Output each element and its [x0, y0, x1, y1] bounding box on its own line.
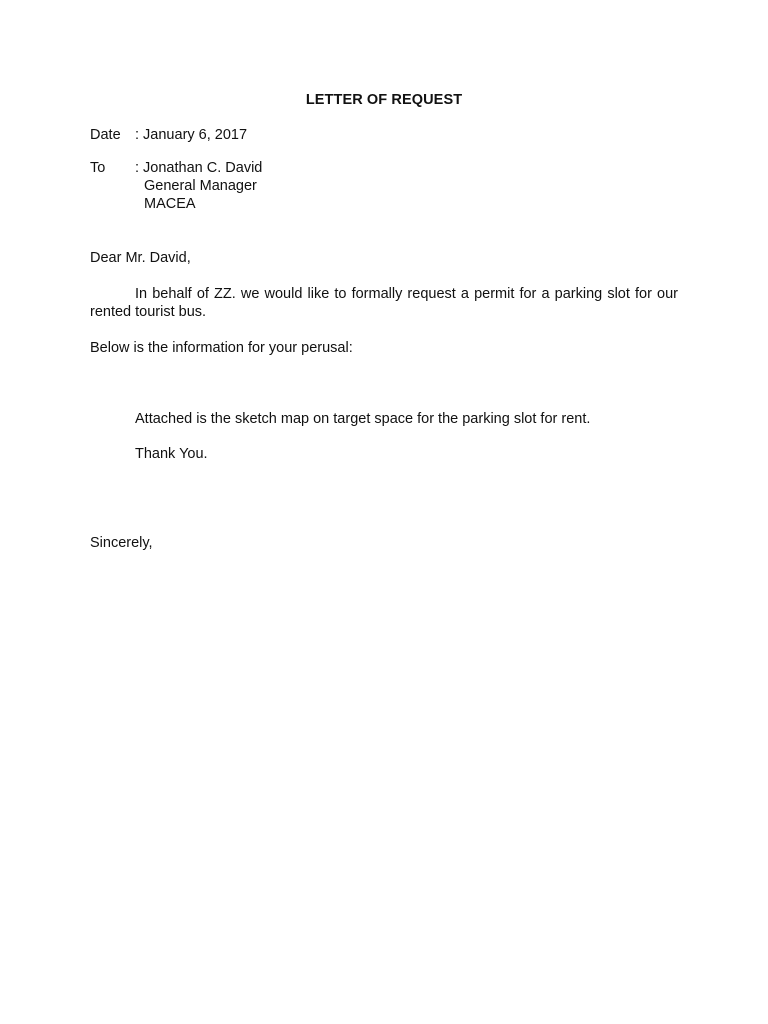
recipient-position: General Manager [144, 178, 257, 194]
body-paragraph [90, 286, 678, 321]
date-line [90, 127, 247, 143]
info-line: Below is the information for your perusal: [90, 340, 353, 356]
recipient-name: : Jonathan C. David [135, 160, 263, 176]
date-value: : January 6, 2017 [135, 127, 248, 143]
letter-title: LETTER OF REQUEST [305, 92, 463, 108]
recipient-line [90, 160, 262, 176]
to-label: To [90, 160, 106, 176]
thanks-line: Thank You. [135, 446, 208, 462]
salutation: Dear Mr. David, [90, 250, 191, 266]
recipient-company: MACEA [144, 196, 196, 212]
date-label: Date [90, 127, 121, 143]
body-paragraph-text: In behalf of ZZ. we would like to formally request a permit for a parking slot for our rented tourist bus. [90, 286, 678, 320]
closing-line: Sincerely, [90, 535, 153, 551]
attachment-line: Attached is the sketch map on target space for the parking slot for rent. [135, 411, 591, 427]
